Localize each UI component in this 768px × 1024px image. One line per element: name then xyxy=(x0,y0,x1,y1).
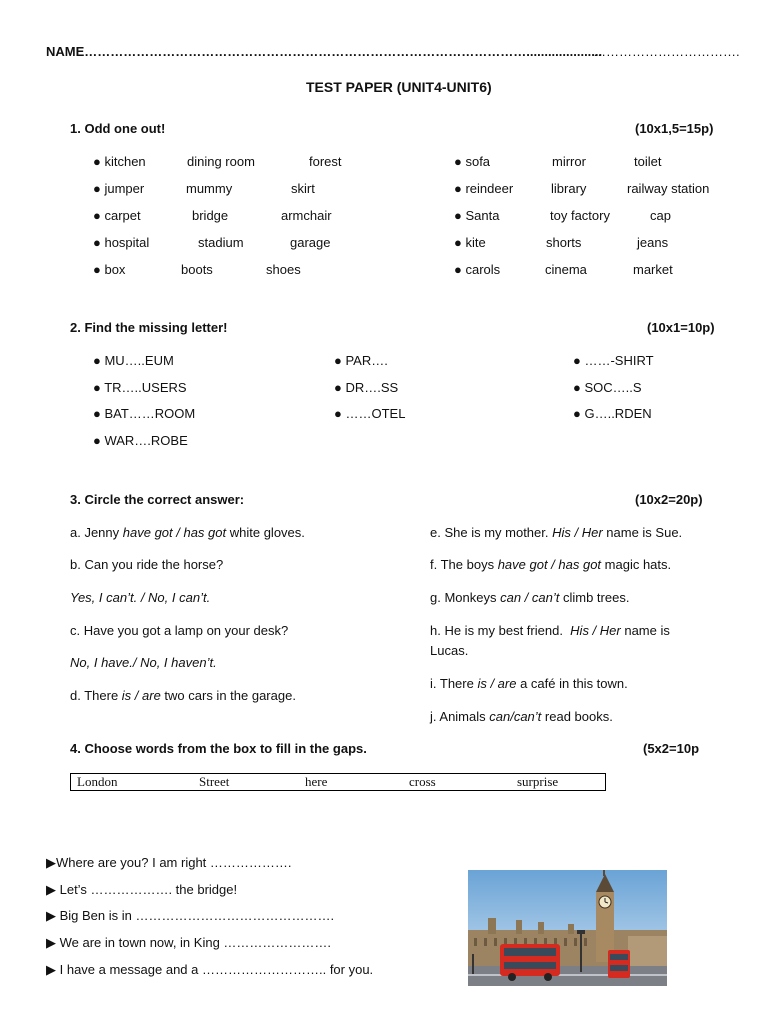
q1-word: railway station xyxy=(627,181,710,196)
q3-item-i: i. There is / are a café in this town. xyxy=(430,676,628,691)
q3-item-b: b. Can you ride the horse? xyxy=(70,557,224,572)
q4-sentence: ▶ I have a message and a ……………………….. for you. xyxy=(46,962,374,977)
word-box-item: here xyxy=(305,774,328,789)
q1-word: library xyxy=(551,181,587,196)
q2-item: ● DR….SS xyxy=(334,380,399,395)
q3-item-c: c. Have you got a lamp on your desk? xyxy=(70,623,289,638)
q1-word: forest xyxy=(309,154,342,169)
q1-word: cinema xyxy=(545,262,587,277)
q1-word: ● hospital xyxy=(93,235,150,250)
q1-word: bridge xyxy=(192,208,229,223)
date-line: ……………………………. xyxy=(593,44,740,59)
q1-word: ● jumper xyxy=(93,181,145,196)
q1-word: ● box xyxy=(93,262,126,277)
q1-points: (10x1,5=15p) xyxy=(635,121,714,136)
q1-word: ● reindeer xyxy=(454,181,514,196)
london-photo xyxy=(468,870,667,986)
q1-word: shorts xyxy=(546,235,582,250)
q3-option[interactable]: have got / has got xyxy=(497,557,602,572)
big-ben-illustration xyxy=(468,870,667,986)
q3-option[interactable]: His / Her xyxy=(552,525,603,540)
q3-item-f: f. The boys have got / has got magic hats. xyxy=(430,557,672,572)
q2-item: ● ……-SHIRT xyxy=(573,353,654,368)
word-box xyxy=(70,773,606,791)
q2-title: 2. Find the missing letter! xyxy=(70,320,228,335)
q1-word: cap xyxy=(650,208,671,223)
q1-word: jeans xyxy=(637,235,669,250)
q3-item-h-cont: Lucas. xyxy=(430,643,469,658)
q1-word: toilet xyxy=(634,154,662,169)
q3-option[interactable]: Yes, I can’t. / No, I can’t. xyxy=(70,590,211,605)
word-box-item: surprise xyxy=(517,774,559,789)
q3-option[interactable]: His / Her xyxy=(570,623,621,638)
q1-word: ● carpet xyxy=(93,208,141,223)
q2-item: ● TR…..USERS xyxy=(93,380,187,395)
word-box-item: London xyxy=(77,774,118,789)
q4-title: 4. Choose words from the box to fill in the gaps. xyxy=(70,741,367,756)
q2-item: ● BAT……ROOM xyxy=(93,406,196,421)
q1-word: ● sofa xyxy=(454,154,491,169)
word-box-item: Street xyxy=(199,774,230,789)
q1-word: mirror xyxy=(552,154,586,169)
q1-word: ● Santa xyxy=(454,208,500,223)
q3-option[interactable]: is / are xyxy=(121,688,161,703)
q4-sentence: ▶ We are in town now, in King ……………………. xyxy=(46,935,332,950)
q4-points: (5x2=10p xyxy=(643,741,700,756)
q1-word: toy factory xyxy=(550,208,610,223)
q1-word: ● carols xyxy=(454,262,501,277)
q1-word: armchair xyxy=(281,208,332,223)
q1-word: dining room xyxy=(187,154,255,169)
q3-item-d: d. There is / are two cars in the garage. xyxy=(70,688,296,703)
q2-item: ● MU…..EUM xyxy=(93,353,174,368)
q3-item-g: g. Monkeys can / can’t climb trees. xyxy=(430,590,630,605)
q1-title: 1. Odd one out! xyxy=(70,121,166,136)
q1-word: boots xyxy=(181,262,213,277)
q4-sentence: ▶ Big Ben is in ………………………………………. xyxy=(46,908,335,923)
q1-word: stadium xyxy=(198,235,244,250)
q3-item-j: j. Animals can/can’t read books. xyxy=(430,709,613,724)
q3-title: 3. Circle the correct answer: xyxy=(70,492,245,507)
q3-item-a: a. Jenny have got / has got white gloves. xyxy=(70,525,305,540)
q3-points: (10x2=20p) xyxy=(635,492,703,507)
q4-sentence: ▶Where are you? I am right ………………. xyxy=(46,855,292,870)
q3-option[interactable]: is / are xyxy=(477,676,517,691)
q2-item: ● G…..RDEN xyxy=(573,406,652,421)
q2-item: ● PAR…. xyxy=(334,353,388,368)
q4-sentence: ▶ Let’s ………………. the bridge! xyxy=(46,882,238,897)
q2-item: ● ……OTEL xyxy=(334,406,406,421)
q3-option[interactable]: have got / has got xyxy=(122,525,227,540)
q3-item-h: h. He is my best friend. His / Her name is xyxy=(430,623,670,638)
q1-word: skirt xyxy=(291,181,315,196)
q3-option[interactable]: can/can’t xyxy=(489,709,542,724)
name-line: NAME…………………………………………………………………………………………..................... xyxy=(46,44,603,59)
q3-item-e: e. She is my mother. His / Her name is Sue. xyxy=(430,525,683,540)
q1-word: garage xyxy=(290,235,331,250)
word-box-item: cross xyxy=(409,774,436,789)
q1-word: mummy xyxy=(186,181,233,196)
q1-word: ● kite xyxy=(454,235,486,250)
q3-option[interactable]: No, I have./ No, I haven’t. xyxy=(70,655,217,670)
page-title: TEST PAPER (UNIT4-UNIT6) xyxy=(306,79,492,95)
q2-item: ● SOC…..S xyxy=(573,380,642,395)
q1-word: ● kitchen xyxy=(93,154,146,169)
q2-item: ● WAR….ROBE xyxy=(93,433,188,448)
q1-word: shoes xyxy=(266,262,301,277)
q3-option[interactable]: can / can’t xyxy=(500,590,560,605)
q1-word: market xyxy=(633,262,673,277)
q2-points: (10x1=10p) xyxy=(647,320,715,335)
